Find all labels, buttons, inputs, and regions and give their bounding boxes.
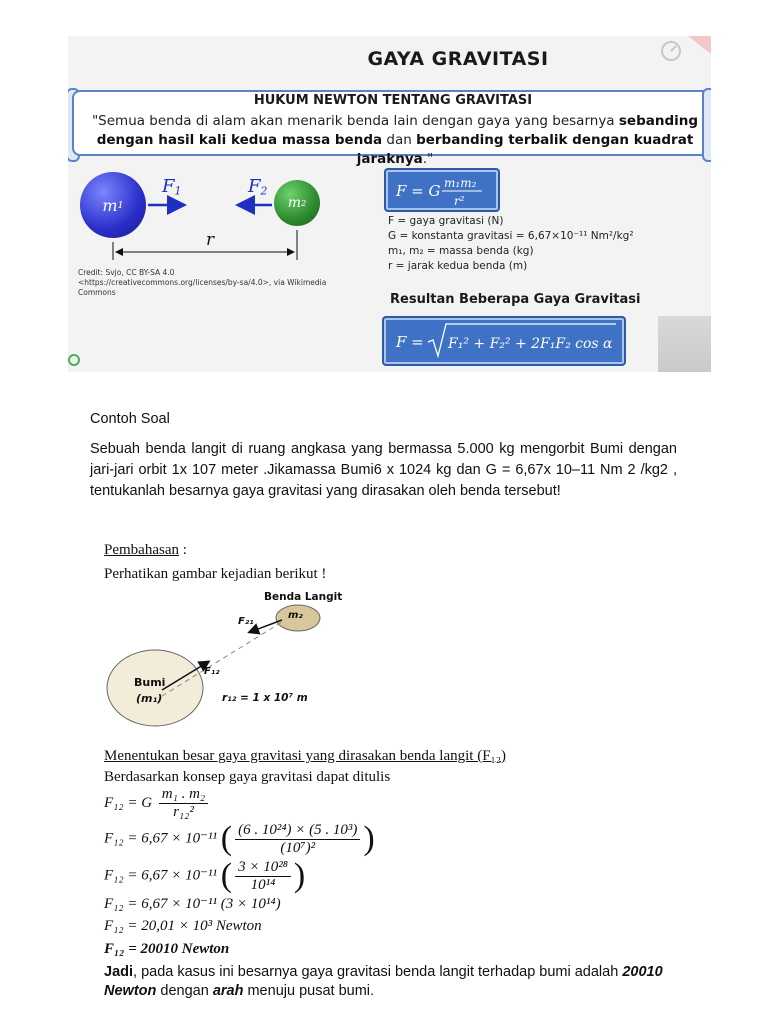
legend-item: r = jarak kedua benda (m) [388,260,528,272]
resultan-title: Resultan Beberapa Gaya Gravitasi [390,292,641,307]
gravity-formula-text [498,170,499,171]
f1-sub: 1 [174,184,182,198]
orbit-diagram [100,588,430,738]
jadi-bold: Jadi [104,964,134,980]
force-arrows-diagram [68,166,368,266]
m2-label: m [287,195,301,211]
eq2-num: (6 . 10²⁴) × (5 . 10³) [235,822,360,840]
jadi-arah: arah [212,983,244,999]
eq3-den: 10¹⁴ [250,876,276,893]
resultan-formula-box [382,316,626,366]
f2-text: F [248,176,261,197]
law-text-part: ." [422,151,434,167]
svg-text:F = G: F = G [396,182,441,200]
f2-label [248,176,267,198]
menentukan-heading: Menentukan besar gaya gravitasi yang dirasakan benda langit (F₁₂) [104,748,506,764]
equation-6: F₁₂ = 20010 Newton [104,941,230,957]
pembahasan-title [104,542,187,559]
orbit-diagram-graphic [100,588,430,738]
f2-sub: 2 [260,184,268,198]
eq3-lhs: F₁₂ = 6,67 × 10⁻¹¹ [104,867,217,884]
law-heading: HUKUM NEWTON TENTANG GRAVITASI [253,93,533,108]
legend-item: F = gaya gravitasi (N) [388,215,504,227]
legend-item: m₁, m₂ = massa benda (kg) [388,245,534,257]
law-text [90,112,700,169]
presenter-thumbnail [658,316,711,372]
slide-image [68,36,711,372]
law-bold-part: sebanding dengan hasil kali kedua massa benda [96,113,699,148]
image-credit: Credit: Svjo, CC BY-SA 4.0 <https://creativecommons.org/licenses/by-sa/4.0>, via Wikimedia Commons [78,268,327,297]
equation-3 [104,857,305,895]
eq2-paren-close: ) [363,820,375,857]
eq3-num: 3 × 10²⁸ [235,859,291,877]
m1-sub: 1 [117,199,124,211]
corner-decoration-icon [658,36,711,66]
slide-logo-icon [68,352,82,368]
f21-label: F₂₁ [238,616,254,627]
pembahasan-colon: : [178,542,187,558]
svg-text:F =: F = [396,333,424,351]
equation-5: F₁₂ = 20,01 × 10³ Newton [104,918,262,934]
eq3-paren-close: ) [293,857,306,894]
bumi-label: Bumi [134,676,166,689]
jadi-text: dengan [156,983,213,999]
resultan-formula-graphic [384,318,624,364]
pembahasan-subtitle: Perhatikan gambar kejadian berikut ! [104,566,327,582]
law-text-part: dan [382,132,417,148]
eq2-fraction [235,822,360,857]
svg-text:m₁m₂: m₁m₂ [444,176,477,190]
equation-2 [104,820,375,858]
law-text-part: "Semua benda di alam akan menarik benda lain dengan gaya yang besarnya [91,113,619,129]
resultan-formula-text [624,318,625,319]
benda-langit-label: Benda Langit [264,591,343,603]
contoh-soal-title: Contoh Soal [90,411,170,427]
eq1-den: r₁₂² [173,804,194,820]
f1-label [162,176,181,198]
soal-text: Sebuah benda langit di ruang angkasa yang bermassa 5.000 kg mengorbit Bumi dengan jari-jari orbit 1x 107 meter .Jikamassa Bumi6 x 1024 kg dan G = 6,67x 10–11 Nm 2 /kg2 , tentukanlah besarnya gaya gravitasi yang dirasakan oleh benda tersebut! [90,441,677,499]
eq1-lhs: F₁₂ = G [104,794,153,811]
formula-legend [388,214,708,274]
eq3-fraction [235,859,291,894]
legend-item: G = konstanta gravitasi = 6,67×10⁻¹¹ Nm²/kg² [388,230,634,242]
m2-sub: 2 [300,198,307,208]
berdasarkan-text: Berdasarkan konsep gaya gravitasi dapat ditulis [104,769,391,785]
eq2-paren-open: ( [220,820,233,857]
r12-label: r₁₂ = 1 x 10⁷ m [222,692,308,704]
equation-4: F₁₂ = 6,67 × 10⁻¹¹ (3 × 10¹⁴) [104,896,281,912]
eq2-den: (10⁷)² [280,839,316,856]
svg-text:r²: r² [454,194,465,208]
eq1-fraction [159,786,208,821]
svg-text:F₁² + F₂² + 2F₁F₂ cos α: F₁² + F₂² + 2F₁F₂ cos α [448,336,613,352]
slide-title: GAYA GRAVITASI [367,48,549,70]
eq1-num: m₁ . m₂ [159,786,208,804]
jadi-text: menuju pusat bumi. [243,983,375,999]
conclusion-text [104,963,664,1001]
jadi-result: 20010 Newton [104,964,663,999]
f1-text: F [162,176,175,197]
pembahasan-heading: Pembahasan [104,542,179,558]
m1-label: m [102,195,118,215]
gravity-formula-graphic [386,170,498,210]
m1-diagram-label: (m₁) [136,692,163,705]
eq3-paren-open: ( [220,857,233,894]
jadi-text: , pada kasus ini besarnya gaya gravitasi benda langit terhadap bumi adalah [133,964,623,980]
gravity-formula-box [384,168,500,212]
r-label: r [206,230,215,250]
equation-1 [104,786,211,821]
m2-diagram-label: m₂ [288,610,303,621]
eq2-lhs: F₁₂ = 6,67 × 10⁻¹¹ [104,830,217,847]
f12-label: F₁₂ [204,666,220,677]
law-bold-part: berbanding terbalik dengan kuadrat jaraknya [356,132,694,167]
